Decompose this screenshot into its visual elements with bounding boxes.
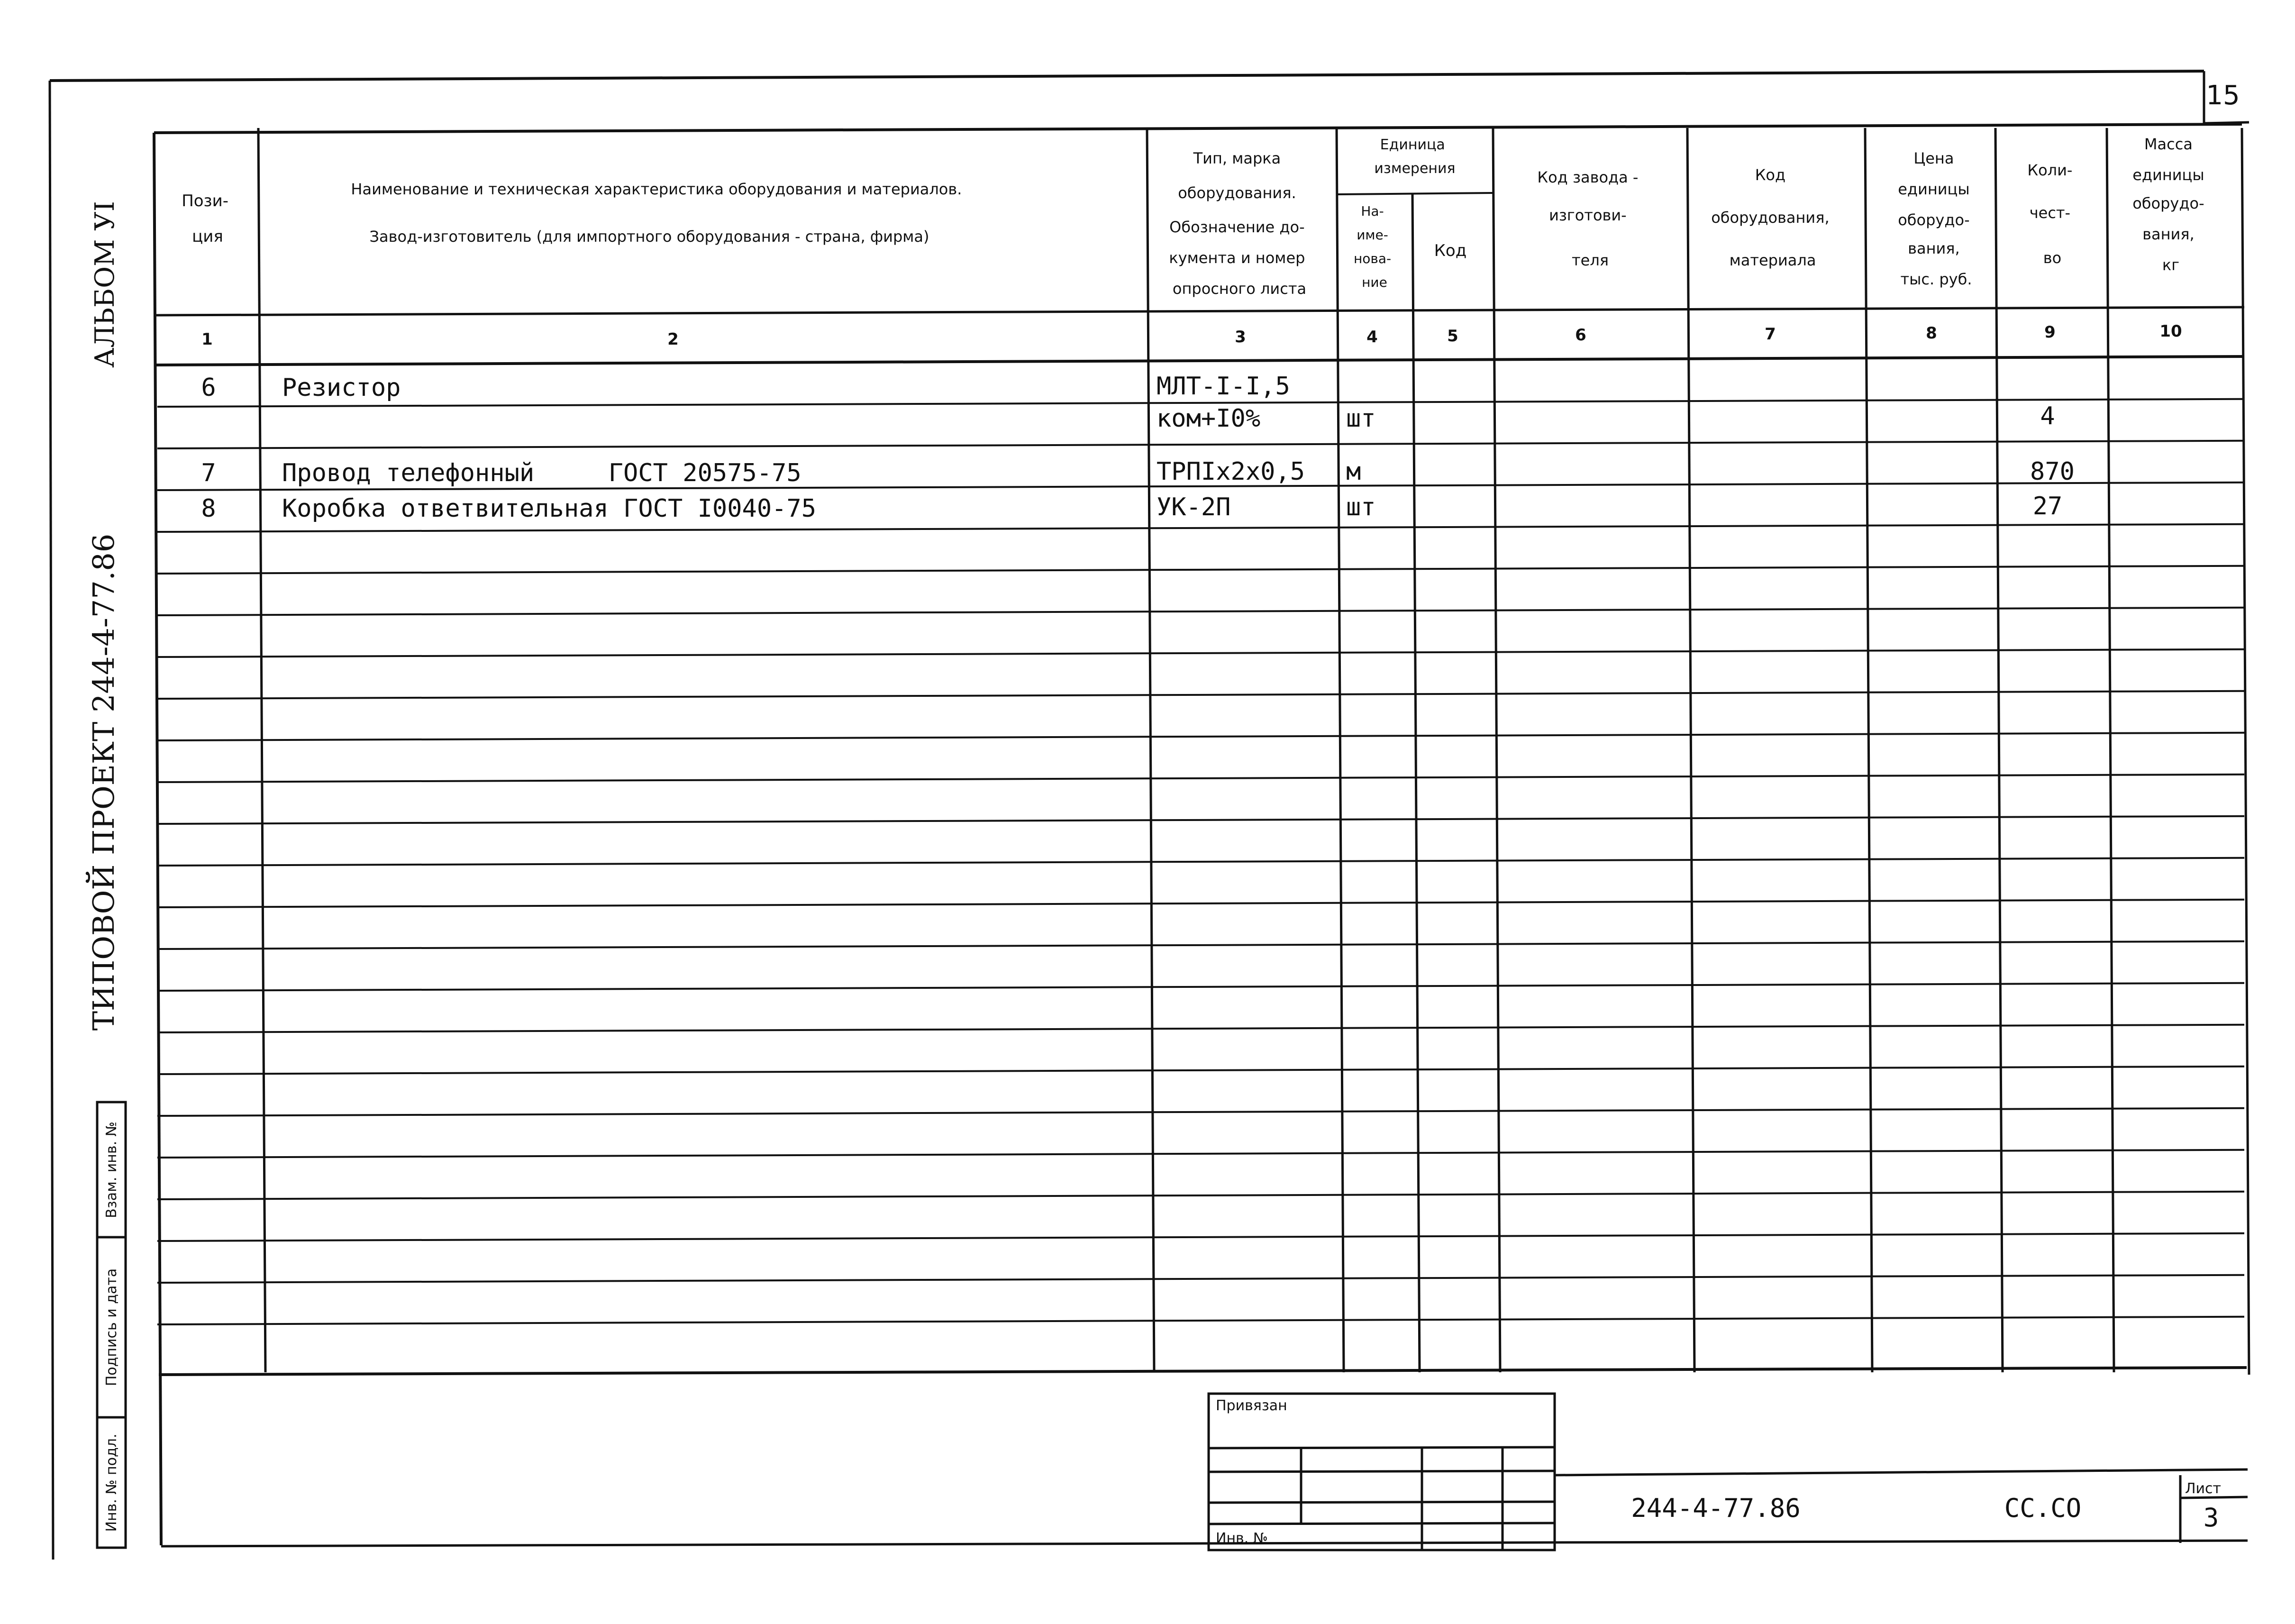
header-name-line1: Наименование и техническая характеристика оборудования и материалов. [351, 180, 962, 198]
header-unitname-line1: На- [1361, 203, 1384, 219]
header-price-line3: оборудо- [1898, 211, 1970, 229]
row-unit: шт [1346, 493, 1376, 521]
svg-text:На- име- нова- [1354, 203, 1395, 290]
column-number: 3 [1235, 328, 1246, 347]
sheet-label: Лист [2185, 1480, 2222, 1497]
header-unit-line2: измерения [1374, 160, 1456, 177]
project-label: ТИПОВОЙ ПРОЕКТ 244-4-77.86 [86, 533, 121, 1031]
header-price-line1: Цена [1913, 149, 1954, 167]
column-number-row [201, 322, 2182, 349]
header-pos-line2: ция [192, 227, 223, 246]
svg-text:Пози- ция [182, 192, 234, 246]
svg-text:Наименование и техническая хар [351, 180, 966, 246]
header-price-line5: тыс. руб. [1900, 270, 1972, 288]
header-equipcode-line3: материала [1729, 251, 1816, 269]
header-equipcode-line2: оборудования, [1711, 209, 1830, 227]
table-row [1157, 402, 2055, 433]
header-price-line2: единицы [1898, 180, 1970, 198]
attached-label: Привязан [1216, 1397, 1287, 1414]
header-unit-line1: Единица [1380, 137, 1445, 153]
row-position: 6 [201, 374, 216, 402]
header-type-line1: Тип, марка [1193, 149, 1281, 167]
sheet-number: 3 [2203, 1503, 2219, 1533]
svg-text:Код [1434, 241, 1466, 260]
row-type: МЛТ-I-I,5 [1157, 372, 1290, 401]
row-unit: м [1346, 457, 1361, 486]
column-number: 6 [1575, 326, 1586, 345]
header-mass-line3: оборудо- [2132, 194, 2204, 212]
row-type: ТРПIх2х0,5 [1157, 457, 1305, 486]
row-qty: 4 [2040, 402, 2055, 430]
table-row [201, 492, 2062, 523]
svg-text:Цена единицы обору [1898, 149, 1975, 288]
header-type-line5: опросного листа [1172, 280, 1307, 298]
column-number: 1 [201, 330, 213, 349]
header-type-line4: кумента и номер [1169, 249, 1305, 267]
row-name: Коробка ответвительная ГОСТ I0040-75 [282, 494, 817, 523]
row-position: 7 [201, 459, 216, 487]
header-qty-line3: во [2043, 249, 2062, 267]
document-designation: 244-4-77.86 [1631, 1493, 1801, 1523]
document-code: СС.СО [2004, 1493, 2082, 1523]
header-type-line2: оборудования. [1178, 184, 1296, 202]
column-number: 9 [2044, 323, 2056, 342]
column-number: 8 [1926, 324, 1937, 343]
header-mass-line1: Масса [2144, 135, 2193, 153]
row-unit: шт [1346, 404, 1376, 433]
sheet-frame [50, 71, 2249, 1560]
column-number: 10 [2159, 322, 2182, 341]
header-price-line4: вания, [1908, 239, 1960, 257]
svg-text:Единица измерения [1374, 137, 1455, 177]
header-pos-line1: Пози- [182, 192, 228, 210]
header-unitname-line2: име- [1357, 227, 1388, 243]
column-number: 4 [1366, 328, 1378, 347]
header-mfr-line2: изготови- [1549, 206, 1627, 224]
column-number: 5 [1447, 327, 1458, 346]
row-name: Резистор [282, 374, 401, 402]
header-mass-line2: единицы [2132, 166, 2204, 184]
page-number: 15 [2206, 80, 2240, 111]
header-mfr-line1: Код завода - [1537, 168, 1639, 186]
row-type: ком+I0% [1157, 404, 1261, 433]
svg-text:Масса единицы обор [2132, 135, 2209, 274]
row-qty: 870 [2030, 457, 2075, 486]
header-type-line3: Обозначение до- [1169, 218, 1305, 236]
svg-text:Код завода - изготови- [1537, 168, 1643, 269]
header-qty-line1: Коли- [2027, 161, 2073, 179]
column-number: 2 [667, 330, 679, 349]
inventory-label: Инв. № [1216, 1530, 1268, 1547]
header-mfr-line3: теля [1571, 251, 1609, 269]
header-qty-line2: чест- [2029, 204, 2071, 222]
svg-text:Код оборудования, [1711, 166, 1834, 269]
title-block [161, 1394, 2248, 1550]
row-qty: 27 [2032, 492, 2063, 520]
table-header [182, 135, 2209, 298]
row-type: УК-2П [1157, 493, 1231, 521]
album-label: АЛЬБОМ УI [90, 201, 120, 368]
header-name-line2: Завод-изготовитель (для импортного оборудования - страна, фирма) [369, 228, 929, 246]
svg-text:Тип, марка оборудования. [1169, 149, 1310, 298]
header-equipcode-line1: Код [1755, 166, 1786, 184]
stamp-label-signature-date: Подпись и дата [103, 1268, 120, 1387]
table-row [201, 372, 1290, 402]
column-number: 7 [1765, 325, 1776, 344]
row-name: Провод телефонный ГОСТ 20575-75 [282, 459, 801, 487]
header-mass-line4: вания, [2142, 225, 2195, 243]
stamp-label-replaced-inv: Взам. инв. № [103, 1122, 120, 1218]
stamp-label-original-inv: Инв. № подл. [103, 1433, 120, 1532]
header-unitcode: Код [1434, 241, 1467, 260]
header-mass-line5: кг [2162, 256, 2180, 274]
svg-text:Коли- чест- во [2027, 161, 2077, 267]
table-row [201, 457, 2075, 487]
row-position: 8 [201, 494, 216, 523]
header-unitname-line4: ние [1362, 274, 1387, 290]
header-unitname-line3: нова- [1353, 251, 1392, 266]
